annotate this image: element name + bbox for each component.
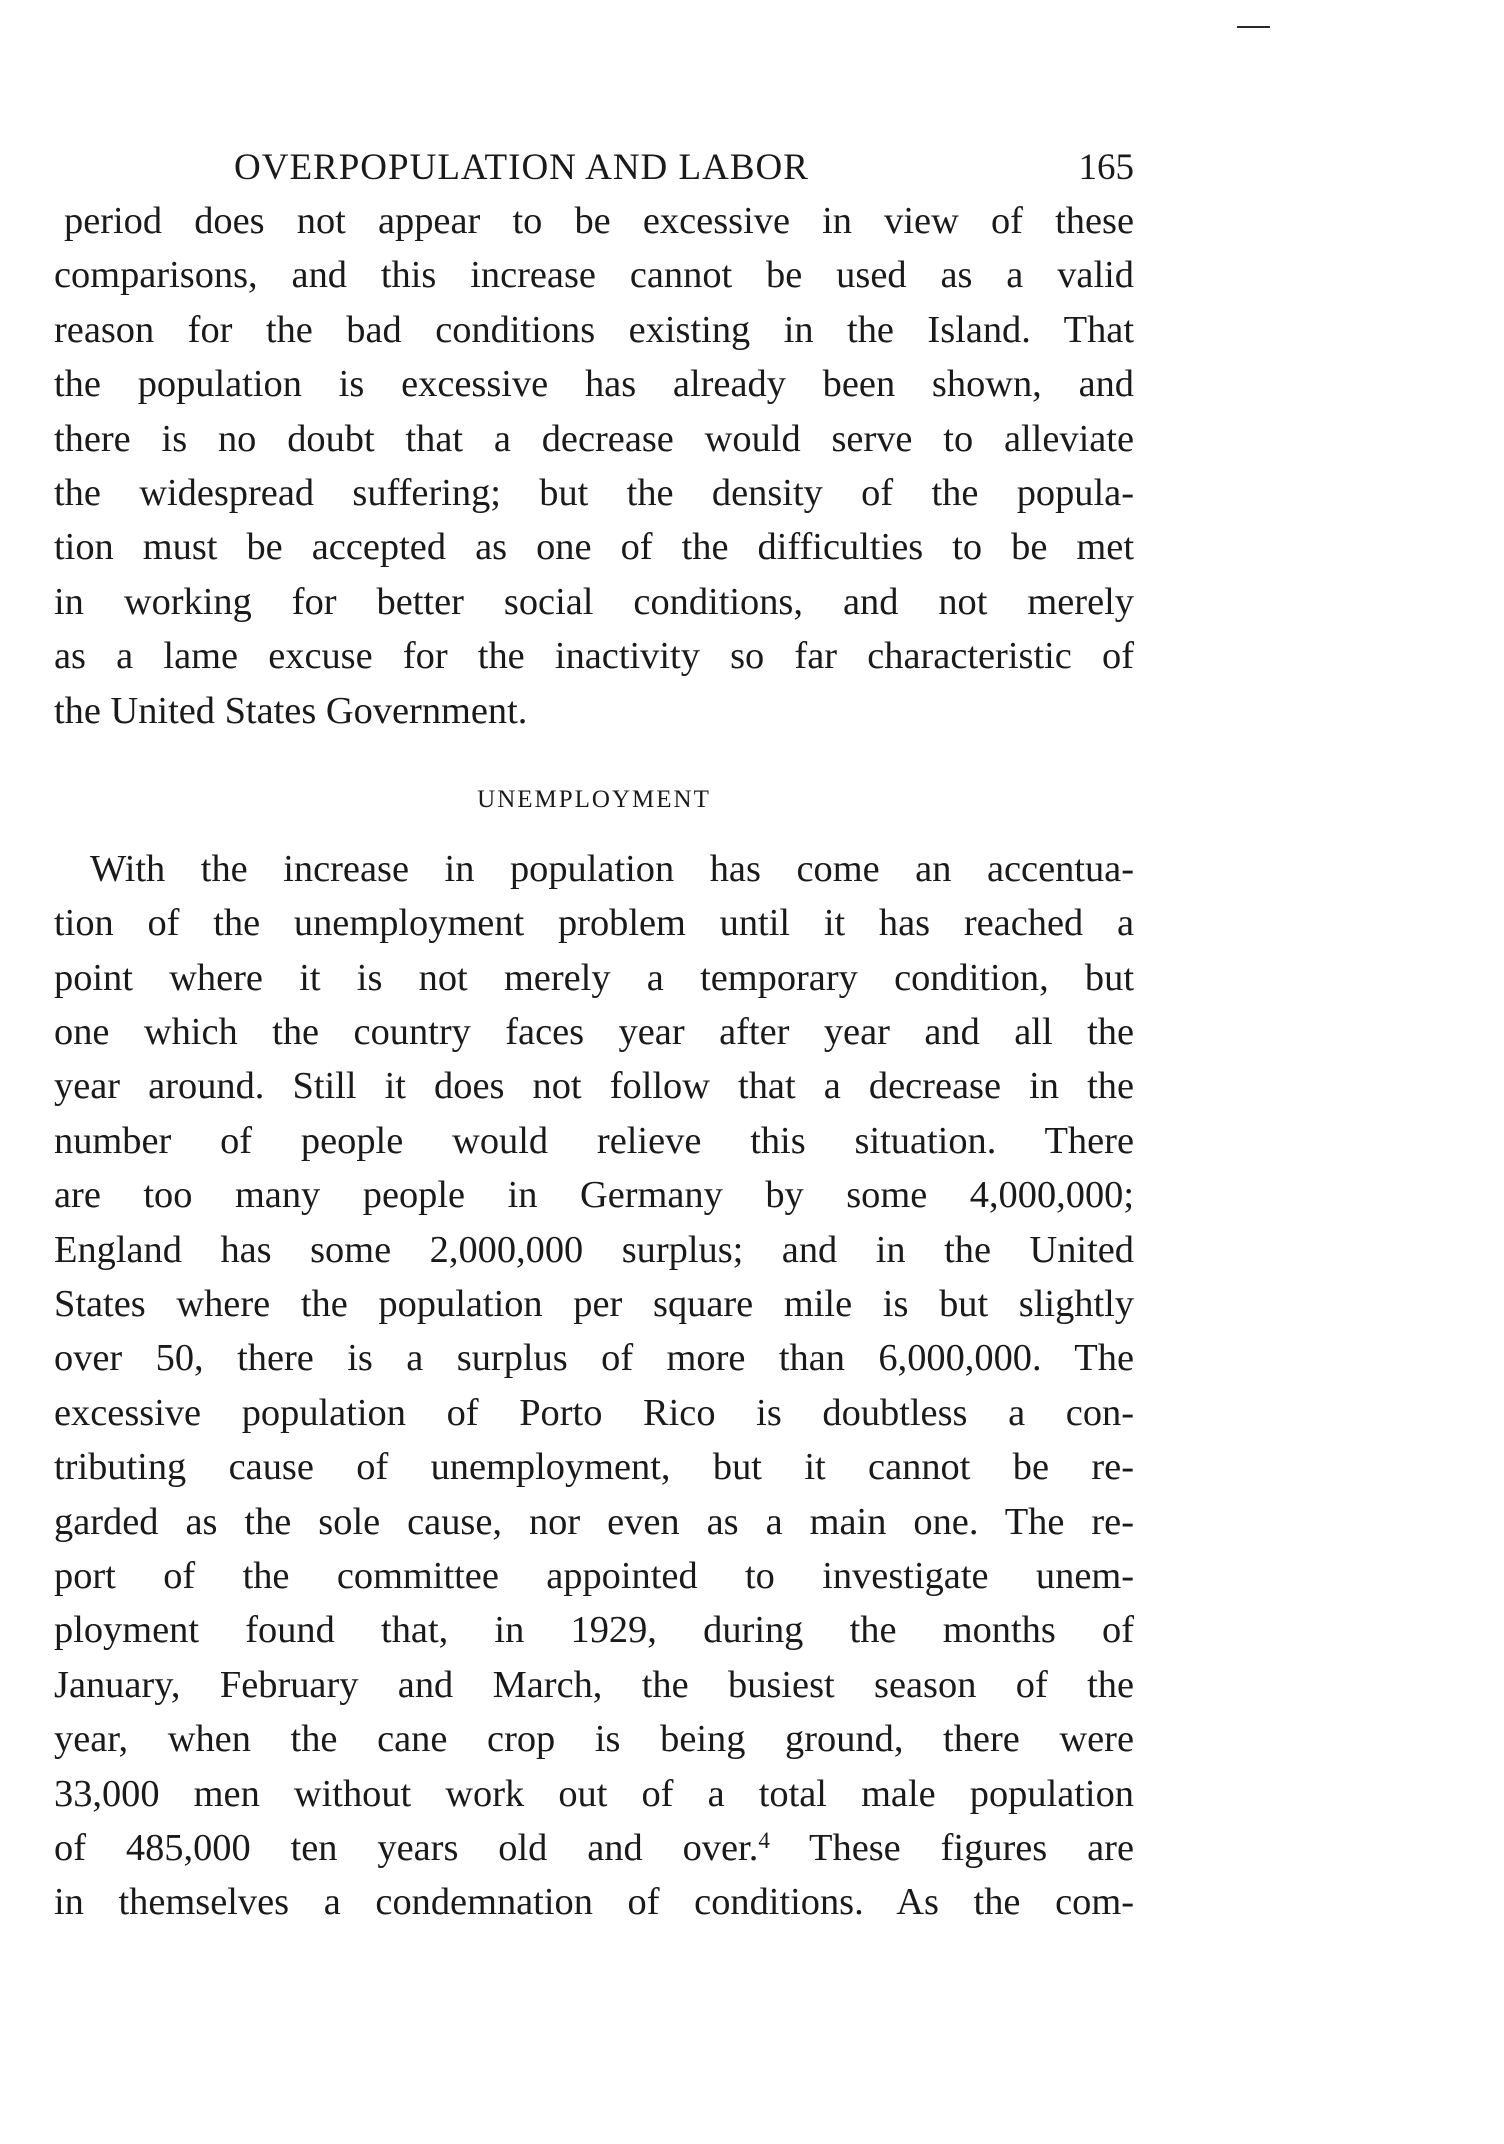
text-line: over 50, there is a surplus of more than 6,000,000. The	[54, 1337, 1134, 1380]
book-page	[54, 146, 1134, 1930]
paragraph-unemployment	[54, 842, 1134, 1930]
text-line: tion must be accepted as one of the difficulties to be met	[54, 526, 1134, 569]
running-head	[234, 146, 1134, 194]
text-line: garded as the sole cause, nor even as a main one. The re-	[54, 1500, 1134, 1543]
text-line: year around. Still it does not follow that a decrease in the	[54, 1065, 1134, 1108]
running-head-title: OVERPOPULATION AND LABOR	[234, 147, 809, 188]
text-line: reason for the bad conditions existing in the Island. That	[54, 308, 1134, 351]
text-line: point where it is not merely a temporary condition, but	[54, 956, 1134, 999]
text-line-part: These figures are	[769, 1826, 1135, 1869]
text-line: England has some 2,000,000 surplus; and in the United	[54, 1228, 1134, 1271]
text-line: With the increase in population has come an accentua-	[90, 847, 1134, 890]
text-line: tion of the unemployment problem until it has reached a	[54, 902, 1134, 945]
text-line: January, February and March, the busiest season of the	[54, 1663, 1134, 1706]
text-line: period does not appear to be excessive in view of these	[64, 200, 1134, 242]
text-line: are too many people in Germany by some 4,000,000;	[54, 1174, 1134, 1217]
page-number: 165	[1078, 147, 1134, 188]
text-line: in working for better social conditions, and not merely	[54, 580, 1134, 623]
text-line: ployment found that, in 1929, during the months of	[54, 1609, 1134, 1652]
corner-rule-mark	[1237, 26, 1270, 28]
text-line-with-footnote	[54, 1821, 1134, 1875]
text-line-part: of 485,000 ten years old and over.	[54, 1826, 759, 1869]
text-line: year, when the cane crop is being ground, there were	[54, 1718, 1134, 1761]
text-line: port of the committee appointed to investigate unem-	[54, 1554, 1134, 1597]
text-line: States where the population per square mile is but slightly	[54, 1283, 1134, 1326]
text-line: in themselves a condemnation of conditions. As the com-	[54, 1881, 1134, 1924]
paragraph-overpopulation	[54, 194, 1134, 738]
section-heading: UNEMPLOYMENT	[477, 785, 711, 813]
text-line: the population is excessive has already been shown, and	[54, 363, 1134, 406]
text-line: 33,000 men without work out of a total male population	[54, 1772, 1134, 1815]
footnote-reference[interactable]: 4	[758, 1827, 770, 1854]
text-line: number of people would relieve this situation. There	[54, 1119, 1134, 1162]
text-line: excessive population of Porto Rico is doubtless a con-	[54, 1391, 1134, 1434]
text-line: tributing cause of unemployment, but it cannot be re-	[54, 1446, 1134, 1489]
text-line: as a lame excuse for the inactivity so far characteristic of	[54, 635, 1134, 678]
text-line: there is no doubt that a decrease would serve to alleviate	[54, 417, 1134, 460]
text-line: the United States Government.	[54, 689, 528, 732]
text-line: the widespread suffering; but the density of the popula-	[54, 471, 1134, 514]
text-line: comparisons, and this increase cannot be used as a valid	[54, 254, 1134, 297]
text-line: one which the country faces year after year and all the	[54, 1011, 1134, 1054]
